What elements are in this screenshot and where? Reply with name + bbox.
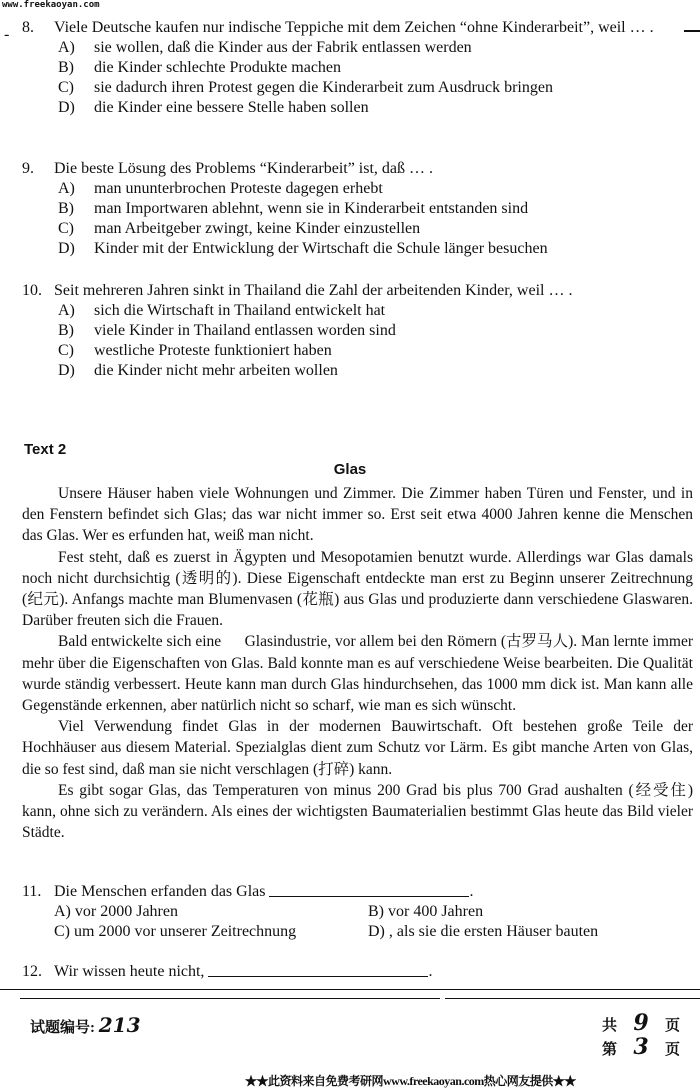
page-unit: 页 bbox=[665, 1042, 681, 1058]
page-unit: 页 bbox=[665, 1018, 681, 1034]
total-pages bbox=[602, 1010, 681, 1036]
option-letter: D) bbox=[58, 240, 75, 257]
section-label: Text 2 bbox=[24, 441, 67, 458]
footer-notice: ★★此资料来自免费考研网www.freekaoyan.com热心网友提供★★ bbox=[245, 1074, 576, 1088]
divider bbox=[445, 998, 700, 999]
question-number: 12. bbox=[22, 963, 42, 980]
question-12: 12. Wir wissen heute nicht, . bbox=[22, 963, 433, 980]
option-text: Kinder mit der Entwicklung der Wirtschaft die Schule länger besuchen bbox=[94, 240, 548, 257]
current-label: 第 bbox=[602, 1042, 618, 1058]
exam-code-value: 213 bbox=[98, 1013, 141, 1037]
divider bbox=[0, 989, 700, 990]
current-page bbox=[602, 1034, 681, 1060]
answer-blank[interactable] bbox=[269, 882, 469, 897]
current-page-value: 3 bbox=[633, 1034, 649, 1060]
option bbox=[58, 301, 682, 321]
option-text: die Kinder nicht mehr arbeiten wollen bbox=[94, 362, 338, 379]
option-text: sie wollen, daß die Kinder aus der Fabrik entlassen werden bbox=[94, 39, 472, 56]
option bbox=[58, 98, 682, 118]
option-text: sie dadurch ihren Protest gegen die Kinderarbeit zum Ausdruck bringen bbox=[94, 79, 553, 96]
option bbox=[58, 239, 682, 259]
option bbox=[58, 219, 682, 239]
question-8 bbox=[22, 18, 682, 118]
option-text: man Arbeitgeber zwingt, keine Kinder einzustellen bbox=[94, 220, 421, 237]
question-9 bbox=[22, 159, 682, 259]
option-letter: A) bbox=[58, 302, 75, 319]
paragraph: Es gibt sogar Glas, das Temperaturen von minus 200 Grad bis plus 700 Grad aushalten (经受住) kann, ohne sich zu verändern. Als eines der wichtigsten Baumaterialien bestimmt Glas heute das Bild vieler Städte. bbox=[22, 781, 693, 842]
question-number: 11. bbox=[22, 883, 42, 900]
total-pages-value: 9 bbox=[633, 1010, 649, 1036]
question-stem: Die Menschen erfanden das Glas bbox=[54, 883, 266, 900]
option-letter: A) bbox=[58, 39, 75, 56]
option-text: man ununterbrochen Proteste dagegen erhebt bbox=[94, 180, 383, 197]
option bbox=[58, 179, 682, 199]
total-label: 共 bbox=[602, 1018, 618, 1034]
question-number: 9. bbox=[22, 160, 34, 177]
header-url: www.freekaoyan.com bbox=[2, 0, 100, 10]
option-text: die Kinder eine bessere Stelle haben sollen bbox=[94, 99, 369, 116]
text-title: Glas bbox=[333, 461, 367, 478]
margin-mark: - bbox=[4, 26, 10, 43]
option-letter: B) bbox=[58, 200, 74, 217]
option-c: C) um 2000 vor unserer Zeitrechnung bbox=[54, 923, 297, 940]
question-number: 10. bbox=[22, 282, 42, 299]
option-letter: C) bbox=[58, 220, 74, 237]
option-letter: D) bbox=[58, 99, 75, 116]
option-b: B) vor 400 Jahren bbox=[368, 903, 484, 920]
question-stem: Viele Deutsche kaufen nur indische Teppiche mit dem Zeichen “ohne Kinderarbeit”, weil … . bbox=[54, 19, 654, 36]
option bbox=[58, 38, 682, 58]
question-11: 11. Die Menschen erfanden das Glas . A) vor 2000 Jahren B) vor 400 Jahren C) um 2000 vor unserer Zeitrechnung D) , als sie die ersten Häuser bauten bbox=[22, 882, 682, 942]
paragraph: Viel Verwendung findet Glas in der modernen Bauwirtschaft. Oft bestehen große Teile der Hochhäuser aus diesem Material. Spezialglas dient zum Schutz vor Lärm. Es gibt manche Arten von Glas, die so fest sind, daß man sie nicht verschlagen (打碎) kann. bbox=[22, 718, 693, 778]
option-text: westliche Proteste funktioniert haben bbox=[94, 342, 332, 359]
option bbox=[58, 341, 682, 361]
option bbox=[58, 321, 682, 341]
option-text: sich die Wirtschaft in Thailand entwickelt hat bbox=[94, 302, 386, 319]
option-letter: C) bbox=[58, 79, 74, 96]
option-a: A) vor 2000 Jahren bbox=[54, 903, 178, 920]
divider bbox=[20, 998, 440, 999]
option-d: D) , als sie die ersten Häuser bauten bbox=[368, 923, 599, 940]
exam-code-label: 试题编号: bbox=[30, 1020, 95, 1036]
option bbox=[58, 78, 682, 98]
question-stem: Die beste Lösung des Problems “Kinderarbeit” ist, daß … . bbox=[54, 160, 434, 177]
question-number: 8. bbox=[22, 19, 34, 36]
reading-text bbox=[22, 483, 697, 843]
option-letter: C) bbox=[58, 342, 74, 359]
option-text: die Kinder schlechte Produkte machen bbox=[94, 59, 342, 76]
question-stem: Wir wissen heute nicht, bbox=[54, 963, 205, 980]
paragraph: Unsere Häuser haben viele Wohnungen und Zimmer. Die Zimmer haben Türen und Fenster, und in den Fenstern befindet sich Glas; das war nicht immer so. Erst seit etwa 4000 Jahren kenne die Menschen das Glas. Wer es erfunden hat, weiß man nicht. bbox=[22, 485, 693, 545]
option bbox=[58, 361, 682, 381]
option bbox=[58, 199, 682, 219]
question-10 bbox=[22, 281, 682, 381]
option-letter: B) bbox=[58, 322, 74, 339]
option-text: man Importwaren ablehnt, wenn sie in Kinderarbeit entstanden sind bbox=[94, 200, 529, 217]
option-text: viele Kinder in Thailand entlassen worden sind bbox=[94, 322, 396, 339]
exam-code bbox=[30, 1013, 141, 1037]
paragraph: Bald entwickelte sich eine Glasindustrie, vor allem bei den Römern (古罗马人). Man lernte immer mehr über die Eigenschaften von Glas. Bald konnte man es auf verschiedene Weise bearbeiten. Die Qualität wurde ständig verbessert. Heute kann man durch Glas hindurchsehen, das 1000 mm dick ist. Man kann alle Gegenstände erkennen, aber natürlich nicht so scharf, wie man es sich wünscht. bbox=[22, 633, 697, 715]
option-letter: D) bbox=[58, 362, 75, 379]
option-letter: A) bbox=[58, 180, 75, 197]
paragraph: Fest steht, daß es zuerst in Ägypten und Mesopotamien benutzt wurde. Allerdings war Glas damals noch nicht durchsichtig (透明的). Diese Eigenschaft entdeckte man erst zu Beginn unserer Zeitrechnung (纪元). Anfangs machte man Blumenvasen (花瓶) aus Glas und produzierte dann verschiedene Glaswaren. Darüber freuten sich die Frauen. bbox=[22, 548, 693, 630]
option bbox=[58, 58, 682, 78]
option-letter: B) bbox=[58, 59, 74, 76]
margin-mark-right bbox=[684, 30, 700, 32]
question-stem: Seit mehreren Jahren sinkt in Thailand die Zahl der arbeitenden Kinder, weil … . bbox=[54, 282, 573, 299]
answer-blank[interactable] bbox=[208, 962, 428, 977]
